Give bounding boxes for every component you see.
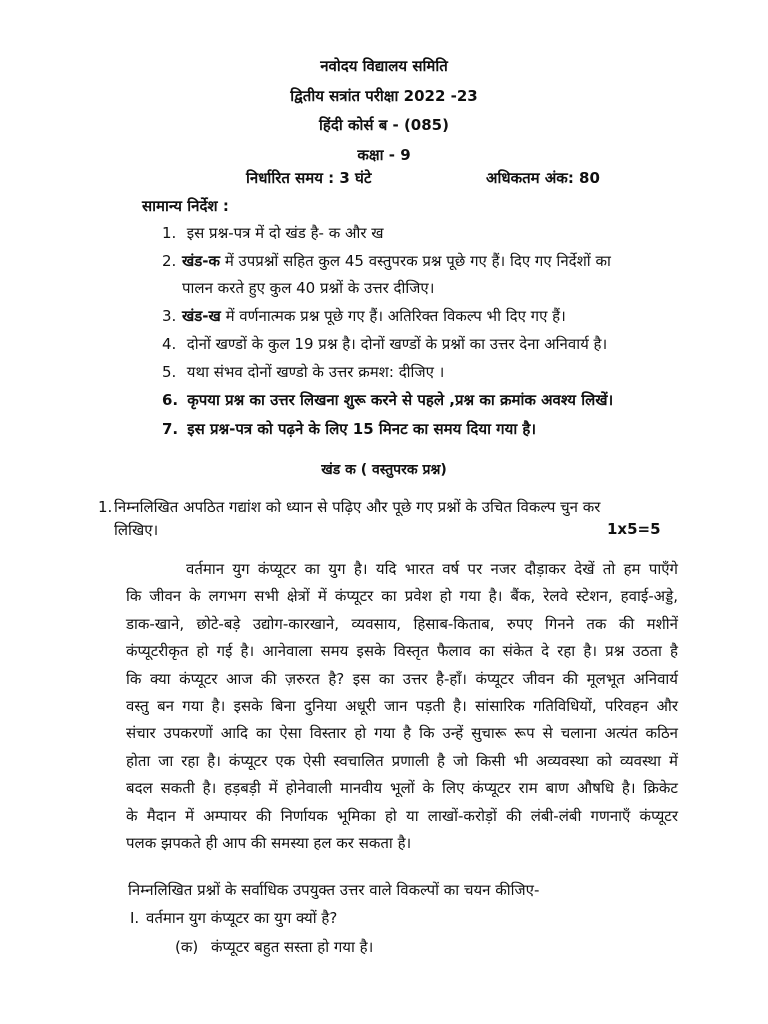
question-number: 1. <box>98 498 113 516</box>
instruction-number: 5. <box>162 363 177 381</box>
class-label: कक्षा - 9 <box>357 146 411 164</box>
passage-line: संचार उपकरणों आदि का ऐसा विस्तार हो गया है कि उन्हें सुचारू रूप से चलाना अत्यंत कठिन <box>126 724 678 743</box>
sub-question-number: I. <box>130 909 140 927</box>
instruction-text: दोनों खण्डों के कुल 19 प्रश्न है। दोनों खण्डों के प्रश्नों का उत्तर देना अनिवार्य है। <box>186 335 608 353</box>
instruction-item <box>162 419 536 439</box>
passage-line: के मैदान में अम्पायर की निर्णायक भूमिका हो या लाखों-करोड़ों की लंबी-लंबी गणनाएँ कंप्यूटर <box>126 806 678 825</box>
question-marks: 1x5=5 <box>607 520 661 538</box>
instruction-number: 1. <box>162 224 177 242</box>
instruction-bold-term: खंड-ख <box>182 307 221 325</box>
instruction-text: इस प्रश्न-पत्र को पढ़ने के लिए 15 मिनट का समय दिया गया है। <box>187 420 537 438</box>
passage-line: कंप्यूटरीकृत हो गई है। आनेवाला समय इसके विस्तृत फैलाव का संकेत दे रहा है। प्रश्न उठता है <box>126 642 678 661</box>
instruction-number: 7. <box>162 420 179 438</box>
answer-option-a <box>175 937 373 957</box>
instructions-title: सामान्य निर्देश : <box>142 197 229 215</box>
passage-line: बदल सकती है। हड़बड़ी में होनेवाली मानवीय भूलों के लिए कंप्यूटर राम बाण औषधि है। क्रिकेट <box>126 779 678 798</box>
instruction-text: में वर्णनात्मक प्रश्न पूछे गए हैं। अतिरिक्त विकल्प भी दिए गए हैं। <box>220 307 566 325</box>
instruction-text: कृपया प्रश्न का उत्तर लिखना शुरू करने से पहले ,प्रश्न का क्रमांक अवश्य लिखें। <box>187 391 614 409</box>
sub-question <box>130 908 337 928</box>
instruction-number: 2. <box>162 252 177 270</box>
instruction-bold-term: खंड-क <box>182 252 221 270</box>
instruction-number: 4. <box>162 335 177 353</box>
instruction-item <box>162 223 384 243</box>
instruction-item <box>162 306 566 326</box>
instruction-number: 6. <box>162 391 179 409</box>
instruction-item <box>162 334 607 354</box>
passage-line: पलक झपकते ही आप की समस्या हल कर सकता है। <box>126 834 412 853</box>
instruction-item <box>162 251 611 271</box>
passage-line: कि क्या कंप्यूटर आज की ज़रुरत है? इस का उत्तर है-हाँ। कंप्यूटर जीवन की मूलभूत अनिवार्य <box>126 669 678 688</box>
instruction-text: यथा संभव दोनों खण्डो के उत्तर क्रमश: दीजिए । <box>186 363 445 381</box>
passage-line: वस्तु बन गया है। इसके बिना दुनिया अधूरी जान पड़ती है। सांसारिक गतिविधियों, परिवहन और <box>126 697 678 716</box>
question-text: निम्नलिखित अपठित गद्यांश को ध्यान से पढ़िए और पूछे गए प्रश्नों के उचित विकल्प चुन कर <box>114 498 601 516</box>
exam-title: द्वितीय सत्रांत परीक्षा 2022 -23 <box>290 87 478 105</box>
section-a-title: खंड क ( वस्तुपरक प्रश्न) <box>321 462 447 478</box>
course-title: हिंदी कोर्स ब - (085) <box>319 116 449 134</box>
maximum-marks: अधिकतम अंक: 80 <box>486 169 600 187</box>
passage-line: डाक-खाने, छोटे-बड़े उद्योग-कारखाने, व्यवसाय, हिसाब-किताब, रुपए गिनने तक की मशीनें <box>126 614 678 633</box>
instruction-text: इस प्रश्न-पत्र में दो खंड है- क और ख <box>186 224 384 242</box>
instruction-number: 3. <box>162 307 177 325</box>
choose-options-instruction: निम्नलिखित प्रश्नों के सर्वाधिक उपयुक्त उत्तर वाले विकल्पों का चयन कीजिए- <box>128 881 540 899</box>
instruction-item <box>162 390 613 410</box>
option-text: कंप्यूटर बहुत सस्ता हो गया है। <box>211 938 374 956</box>
instruction-text: में उपप्रश्नों सहित कुल 45 वस्तुपरक प्रश्न पूछे गए हैं। दिए गए निर्देशों का <box>220 252 611 270</box>
organization-name: नवोदय विद्यालय समिति <box>320 57 448 75</box>
instruction-text-continued: पालन करते हुए कुल 40 प्रश्नों के उत्तर दीजिए। <box>182 279 435 297</box>
question-text-continued: लिखिए। <box>114 521 159 539</box>
passage-line: वर्तमान युग कंप्यूटर का युग है। यदि भारत वर्ष पर नजर दौड़ाकर देखें तो हम पाएँगे <box>186 560 678 578</box>
unseen-passage <box>126 556 678 857</box>
question-1 <box>98 497 600 517</box>
time-allowed: निर्धारित समय : 3 घंटे <box>246 169 372 187</box>
option-label: (क) <box>175 938 199 956</box>
sub-question-text: वर्तमान युग कंप्यूटर का युग क्यों है? <box>146 909 338 927</box>
passage-line: होता जा रहा है। कंप्यूटर एक ऐसी स्वचालित प्रणाली है जो किसी भी अव्यवस्था को व्यवस्था में <box>126 751 678 770</box>
instruction-item <box>162 362 444 382</box>
passage-line: कि जीवन के लगभग सभी क्षेत्रों में कंप्यूटर का प्रवेश हो गया है। बैंक, रेलवे स्टेशन, हवाई-अड्डे, <box>126 587 678 606</box>
